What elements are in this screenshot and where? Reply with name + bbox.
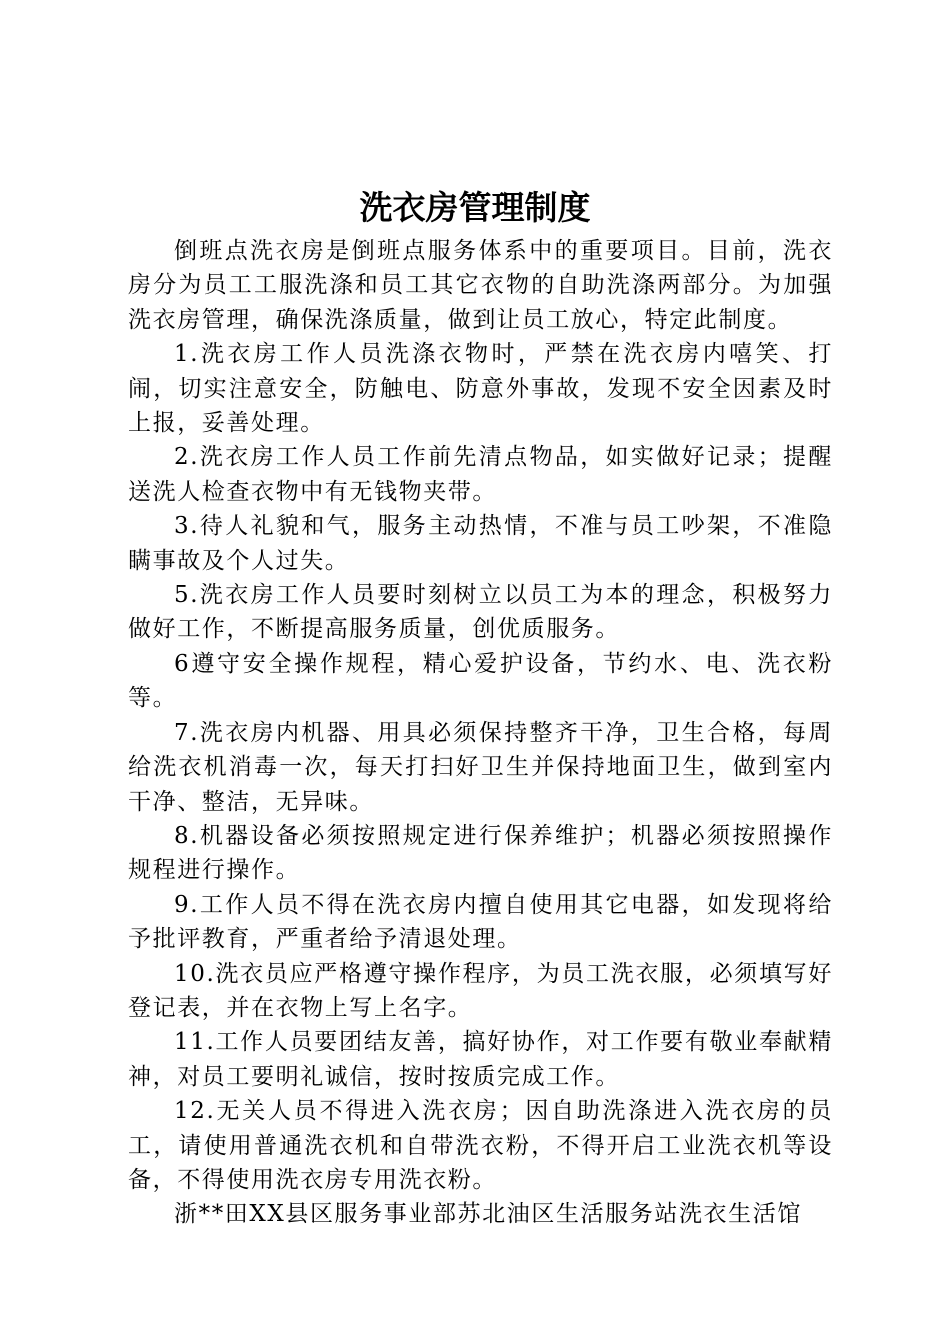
rule-paragraph: 11.工作人员要团结友善，搞好协作，对工作要有敬业奉献精神，对员工要明礼诚信，按时按质完成工作。 <box>128 1029 833 1090</box>
rule-paragraph: 1.洗衣房工作人员洗涤衣物时，严禁在洗衣房内嘻笑、打闹，切实注意安全，防触电、防意外事故，发现不安全因素及时上报，妥善处理。 <box>128 341 833 437</box>
rule-paragraph: 9.工作人员不得在洗衣房内擅自使用其它电器，如发现将给予批评教育，严重者给予清退处理。 <box>128 891 833 953</box>
rule-paragraph: 12.无关人员不得进入洗衣房；因自助洗涤进入洗衣房的员工，请使用普通洗衣机和自带洗衣粉，不得开启工业洗衣机等设备，不得使用洗衣房专用洗衣粉。 <box>128 1098 833 1193</box>
rule-paragraph: 3.待人礼貌和气，服务主动热情，不准与员工吵架，不准隐瞒事故及个人过失。 <box>128 513 833 574</box>
rule-paragraph: 5.洗衣房工作人员要时刻树立以员工为本的理念，积极努力做好工作，不断提高服务质量，创优质服务。 <box>128 582 833 643</box>
rule-paragraph: 2.洗衣房工作人员工作前先清点物品，如实做好记录；提醒送洗人检查衣物中有无钱物夹带。 <box>128 444 833 505</box>
rule-paragraph: 10.洗衣员应严格遵守操作程序，为员工洗衣服，必须填写好登记表，并在衣物上写上名字。 <box>128 960 833 1021</box>
intro-paragraph: 倒班点洗衣房是倒班点服务体系中的重要项目。目前，洗衣房分为员工工服洗涤和员工其它衣物的自助洗涤两部分。为加强洗衣房管理，确保洗涤质量，做到让员工放心，特定此制度。 <box>128 238 833 333</box>
organization-signature: 浙**田XX县区服务事业部苏北油区生活服务站洗衣生活馆 <box>174 1201 802 1228</box>
rule-paragraph: 6遵守安全操作规程，精心爱护设备，节约水、电、洗衣粉等。 <box>128 650 833 712</box>
rule-paragraph: 7.洗衣房内机器、用具必须保持整齐干净，卫生合格，每周给洗衣机消毒一次，每天打扫好卫生并保持地面卫生，做到室内干净、整洁，无异味。 <box>128 719 833 815</box>
rule-paragraph: 8.机器设备必须按照规定进行保养维护；机器必须按照操作规程进行操作。 <box>128 822 833 884</box>
page-title: 洗衣房管理制度 <box>359 188 591 227</box>
document-body <box>128 234 833 1232</box>
